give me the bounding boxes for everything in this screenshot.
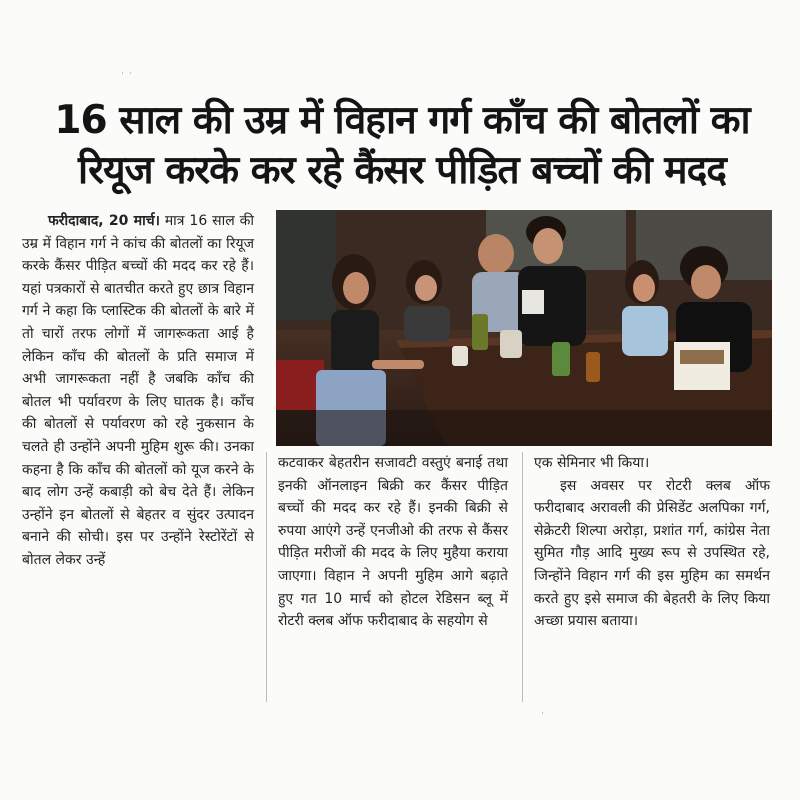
headline-line-1: 16 साल की उम्र में विहान गर्ग काँच की बोतलों का xyxy=(54,98,750,143)
article-column-2 xyxy=(278,452,508,633)
article-column-1 xyxy=(22,210,254,572)
news-photo-icon xyxy=(276,210,772,446)
print-mark: ˙ xyxy=(540,712,545,723)
column-3-text-b: इस अवसर पर रोटरी क्लब ऑफ फरीदाबाद अरावली की प्रेसिडेंट अलपिका गर्ग, सेक्रेटरी शिल्पा अरोड़ा, प्रशांत गर्ग, कांग्रेस नेता सुमित गौड़ आदि मुख्य रूप से उपस्थित रहे, जिन्होंने विहान गर्ग की इस मुहिम का समर्थन करते हुए इसे समाज की बेहतरी के लिए किया अच्छा प्रयास बताया। xyxy=(534,477,770,630)
headline-line-2: रियूज करके कर रहे कैंसर पीड़ित बच्चों की मदद xyxy=(78,148,726,193)
dateline: फरीदाबाद, 20 मार्च। xyxy=(48,213,160,229)
news-photo xyxy=(276,210,772,446)
headline xyxy=(18,96,786,196)
column-divider xyxy=(522,452,523,702)
article-column-3 xyxy=(534,452,770,633)
column-1-text: मात्र 16 साल की उम्र में विहान गर्ग ने कांच की बोतलों का रियूज करके कैंसर पीड़ित बच्चों की मदद कर रहे हैं। यहां पत्रकारों से बातचीत करते हुए छात्र विहान गर्ग ने कहा कि प्लास्टिक की बोतलों के बारे में तो चारों तरफ लोगों में जागरूकता आई है लेकिन काँच की बोतलों के प्रति समाज में अभी जागरूकता नहीं है जबकि काँच की बोतल भी पर्यावरण के लिए घातक है। काँच की बोतलों से पर्यावरण को रहे नुकसान के चलते ही उन्होंने अपनी मुहिम शुरू की। उनका कहना है कि काँच की बोतलों को यूज करने के बाद लोग उन्हें कबाड़ी को बेच देते हैं। लेकिन उन्होंने इन बोतलों से बेहतर व सुंदर उत्पादन बनाने की सोची। इस पर उन्होंने रेस्टोरेंटों से बोतल लेकर उन्हें xyxy=(22,213,254,568)
column-2-text: कटवाकर बेहतरीन सजावटी वस्तुएं बनाई तथा इनकी ऑनलाइन बिक्री कर कैंसर पीड़ित बच्चों की मदद कर रहे हैं। इनकी बिक्री से रुपया आएंगे उन्हें एनजीओ की तरफ से कैंसर पीड़ित मरीजों की मदद के लिए मुहैया कराया जाएगा। विहान ने अपनी मुहिम आगे बढ़ाते हुए गत 10 मार्च को होटल रेडिसन ब्लू में रोटरी क्लब ऑफ फरीदाबाद के सहयोग से xyxy=(278,455,508,630)
column-divider xyxy=(266,452,267,702)
print-mark: ˙ ˙ xyxy=(120,72,134,83)
column-3-text-a: एक सेमिनार भी किया। xyxy=(534,455,650,471)
